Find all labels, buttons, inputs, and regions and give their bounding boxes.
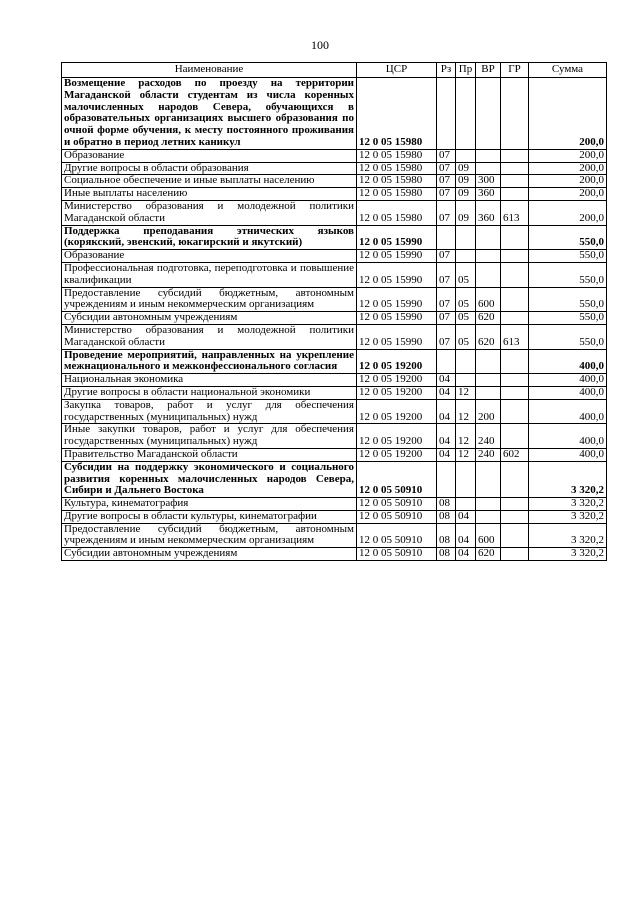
cell-vr: 240	[476, 424, 501, 449]
cell-csr: 12 0 05 15990	[357, 324, 437, 349]
cell-gr	[501, 175, 529, 188]
cell-gr	[501, 287, 529, 312]
cell-vr: 360	[476, 200, 501, 225]
cell-csr: 12 0 05 50910	[357, 461, 437, 497]
header-vr: ВР	[476, 63, 501, 78]
cell-pr: 12	[456, 424, 476, 449]
cell-sum: 200,0	[529, 149, 607, 162]
cell-rz: 07	[437, 262, 456, 287]
cell-pr: 05	[456, 312, 476, 325]
cell-csr: 12 0 05 50910	[357, 523, 437, 548]
cell-sum: 550,0	[529, 312, 607, 325]
cell-vr: 200	[476, 399, 501, 424]
cell-rz: 07	[437, 188, 456, 201]
cell-pr: 09	[456, 188, 476, 201]
cell-sum: 550,0	[529, 287, 607, 312]
cell-rz	[437, 225, 456, 250]
cell-sum: 400,0	[529, 349, 607, 374]
cell-sum: 400,0	[529, 399, 607, 424]
cell-pr	[456, 78, 476, 150]
page-number: 100	[311, 38, 329, 52]
cell-name: Образование	[62, 250, 357, 263]
cell-rz: 07	[437, 200, 456, 225]
cell-sum: 3 320,2	[529, 548, 607, 561]
cell-csr: 12 0 05 19200	[357, 374, 437, 387]
cell-name: Министерство образования и молодежной политики Магаданской области	[62, 200, 357, 225]
cell-sum: 400,0	[529, 374, 607, 387]
cell-rz: 07	[437, 175, 456, 188]
cell-rz: 08	[437, 523, 456, 548]
cell-rz: 07	[437, 250, 456, 263]
cell-gr	[501, 523, 529, 548]
cell-gr	[501, 188, 529, 201]
cell-gr	[501, 262, 529, 287]
cell-vr	[476, 78, 501, 150]
cell-csr: 12 0 05 15980	[357, 149, 437, 162]
table-row	[62, 374, 607, 387]
table-row	[62, 200, 607, 225]
cell-vr	[476, 386, 501, 399]
cell-csr: 12 0 05 15990	[357, 225, 437, 250]
cell-pr: 12	[456, 448, 476, 461]
cell-rz: 04	[437, 424, 456, 449]
cell-sum: 200,0	[529, 162, 607, 175]
cell-vr	[476, 461, 501, 497]
cell-pr: 09	[456, 162, 476, 175]
cell-pr	[456, 250, 476, 263]
cell-csr: 12 0 05 50910	[357, 548, 437, 561]
cell-name: Культура, кинематография	[62, 498, 357, 511]
cell-name: Субсидии автономным учреждениям	[62, 548, 357, 561]
cell-vr	[476, 149, 501, 162]
cell-pr: 09	[456, 175, 476, 188]
cell-vr: 300	[476, 175, 501, 188]
header-gr: ГР	[501, 63, 529, 78]
cell-name: Предоставление субсидий бюджетным, автономным учреждениям и иным некоммерческим организациям	[62, 523, 357, 548]
cell-gr	[501, 225, 529, 250]
cell-rz: 04	[437, 386, 456, 399]
cell-csr: 12 0 05 15980	[357, 175, 437, 188]
table-row	[62, 175, 607, 188]
cell-name: Профессиональная подготовка, переподготовка и повышение квалификации	[62, 262, 357, 287]
header-name: Наименование	[62, 63, 357, 78]
cell-rz: 07	[437, 149, 456, 162]
cell-name: Министерство образования и молодежной политики Магаданской области	[62, 324, 357, 349]
table-row	[62, 324, 607, 349]
cell-gr	[501, 399, 529, 424]
cell-name: Поддержка преподавания этнических языков (корякский, эвенский, юкагирский и якутский)	[62, 225, 357, 250]
cell-rz: 07	[437, 324, 456, 349]
table-row	[62, 287, 607, 312]
table-row	[62, 523, 607, 548]
cell-pr: 05	[456, 324, 476, 349]
cell-name: Образование	[62, 149, 357, 162]
cell-pr	[456, 349, 476, 374]
table-row	[62, 386, 607, 399]
cell-rz	[437, 461, 456, 497]
table-body	[62, 78, 607, 561]
cell-sum: 3 320,2	[529, 510, 607, 523]
cell-pr: 05	[456, 287, 476, 312]
cell-sum: 3 320,2	[529, 461, 607, 497]
cell-rz: 04	[437, 448, 456, 461]
cell-gr	[501, 250, 529, 263]
cell-vr: 240	[476, 448, 501, 461]
cell-sum: 200,0	[529, 175, 607, 188]
cell-pr: 04	[456, 510, 476, 523]
cell-vr	[476, 225, 501, 250]
cell-gr: 602	[501, 448, 529, 461]
cell-rz: 07	[437, 162, 456, 175]
table-row	[62, 78, 607, 150]
cell-csr: 12 0 05 19200	[357, 399, 437, 424]
cell-sum: 400,0	[529, 424, 607, 449]
cell-vr	[476, 250, 501, 263]
cell-name: Правительство Магаданской области	[62, 448, 357, 461]
cell-sum: 550,0	[529, 262, 607, 287]
cell-pr: 09	[456, 200, 476, 225]
cell-csr: 12 0 05 50910	[357, 510, 437, 523]
cell-sum: 550,0	[529, 250, 607, 263]
cell-gr: 613	[501, 200, 529, 225]
cell-vr: 360	[476, 188, 501, 201]
cell-vr: 620	[476, 548, 501, 561]
table-row	[62, 188, 607, 201]
cell-rz	[437, 78, 456, 150]
table-row	[62, 498, 607, 511]
budget-table	[61, 62, 607, 561]
cell-gr	[501, 548, 529, 561]
table-row	[62, 225, 607, 250]
cell-name: Субсидии автономным учреждениям	[62, 312, 357, 325]
cell-pr: 04	[456, 523, 476, 548]
cell-sum: 200,0	[529, 188, 607, 201]
cell-gr	[501, 374, 529, 387]
cell-gr	[501, 424, 529, 449]
table-row	[62, 262, 607, 287]
header-pr: Пр	[456, 63, 476, 78]
table-row	[62, 548, 607, 561]
cell-gr	[501, 386, 529, 399]
cell-gr	[501, 510, 529, 523]
cell-name: Социальное обеспечение и иные выплаты населению	[62, 175, 357, 188]
cell-rz: 07	[437, 312, 456, 325]
cell-sum: 200,0	[529, 78, 607, 150]
cell-vr: 620	[476, 324, 501, 349]
cell-csr: 12 0 05 15980	[357, 200, 437, 225]
cell-sum: 400,0	[529, 448, 607, 461]
cell-rz: 04	[437, 374, 456, 387]
cell-vr	[476, 262, 501, 287]
cell-sum: 200,0	[529, 200, 607, 225]
table-row	[62, 399, 607, 424]
cell-rz: 08	[437, 548, 456, 561]
cell-gr: 613	[501, 324, 529, 349]
cell-csr: 12 0 05 15980	[357, 188, 437, 201]
cell-vr: 600	[476, 287, 501, 312]
cell-sum: 550,0	[529, 225, 607, 250]
cell-gr	[501, 312, 529, 325]
cell-sum: 3 320,2	[529, 523, 607, 548]
cell-name: Иные закупки товаров, работ и услуг для обеспечения государственных (муниципальных) нужд	[62, 424, 357, 449]
table-row	[62, 149, 607, 162]
table-header-row	[62, 63, 607, 78]
cell-csr: 12 0 05 50910	[357, 498, 437, 511]
cell-pr	[456, 461, 476, 497]
cell-name: Предоставление субсидий бюджетным, автономным учреждениям и иным некоммерческим организациям	[62, 287, 357, 312]
table-row	[62, 448, 607, 461]
cell-csr: 12 0 05 15990	[357, 250, 437, 263]
table-row	[62, 162, 607, 175]
cell-rz: 04	[437, 399, 456, 424]
header-rz: Рз	[437, 63, 456, 78]
cell-csr: 12 0 05 19200	[357, 386, 437, 399]
table-row	[62, 349, 607, 374]
cell-name: Национальная экономика	[62, 374, 357, 387]
cell-sum: 550,0	[529, 324, 607, 349]
cell-sum: 3 320,2	[529, 498, 607, 511]
cell-rz: 08	[437, 510, 456, 523]
cell-pr: 04	[456, 548, 476, 561]
cell-name: Другие вопросы в области образования	[62, 162, 357, 175]
cell-csr: 12 0 05 19200	[357, 448, 437, 461]
cell-csr: 12 0 05 19200	[357, 424, 437, 449]
cell-pr	[456, 498, 476, 511]
table-row	[62, 250, 607, 263]
cell-name: Другие вопросы в области национальной экономики	[62, 386, 357, 399]
cell-sum: 400,0	[529, 386, 607, 399]
cell-name: Субсидии на поддержку экономического и социального развития коренных малочисленных народов Севера, Сибири и Дальнего Востока	[62, 461, 357, 497]
cell-rz: 08	[437, 498, 456, 511]
cell-gr	[501, 461, 529, 497]
cell-pr: 12	[456, 399, 476, 424]
cell-name: Закупка товаров, работ и услуг для обеспечения государственных (муниципальных) нужд	[62, 399, 357, 424]
cell-name: Проведение мероприятий, направленных на укрепление межнационального и межконфессионального согласия	[62, 349, 357, 374]
cell-name: Иные выплаты населению	[62, 188, 357, 201]
cell-vr	[476, 162, 501, 175]
table-row	[62, 312, 607, 325]
table-row	[62, 510, 607, 523]
table-row	[62, 424, 607, 449]
cell-pr: 12	[456, 386, 476, 399]
cell-csr: 12 0 05 19200	[357, 349, 437, 374]
cell-gr	[501, 498, 529, 511]
cell-gr	[501, 162, 529, 175]
cell-vr	[476, 349, 501, 374]
cell-csr: 12 0 05 15980	[357, 78, 437, 150]
cell-gr	[501, 349, 529, 374]
cell-pr	[456, 374, 476, 387]
cell-csr: 12 0 05 15990	[357, 262, 437, 287]
cell-csr: 12 0 05 15990	[357, 287, 437, 312]
cell-vr	[476, 498, 501, 511]
cell-gr	[501, 149, 529, 162]
cell-vr: 620	[476, 312, 501, 325]
cell-rz	[437, 349, 456, 374]
cell-pr	[456, 149, 476, 162]
cell-vr: 600	[476, 523, 501, 548]
header-csr: ЦСР	[357, 63, 437, 78]
cell-csr: 12 0 05 15990	[357, 312, 437, 325]
cell-vr	[476, 374, 501, 387]
cell-name: Другие вопросы в области культуры, кинематографии	[62, 510, 357, 523]
header-sum: Сумма	[529, 63, 607, 78]
cell-csr: 12 0 05 15980	[357, 162, 437, 175]
cell-pr: 05	[456, 262, 476, 287]
cell-vr	[476, 510, 501, 523]
cell-gr	[501, 78, 529, 150]
cell-pr	[456, 225, 476, 250]
cell-name: Возмещение расходов по проезду на территории Магаданской области студентам из числа коренных малочисленных народов Севера, обучающихся в образовательных организациях высшего образования по очной форме обучения, к месту постоянного проживания и обратно в период летних каникул	[62, 78, 357, 150]
table-row	[62, 461, 607, 497]
cell-rz: 07	[437, 287, 456, 312]
